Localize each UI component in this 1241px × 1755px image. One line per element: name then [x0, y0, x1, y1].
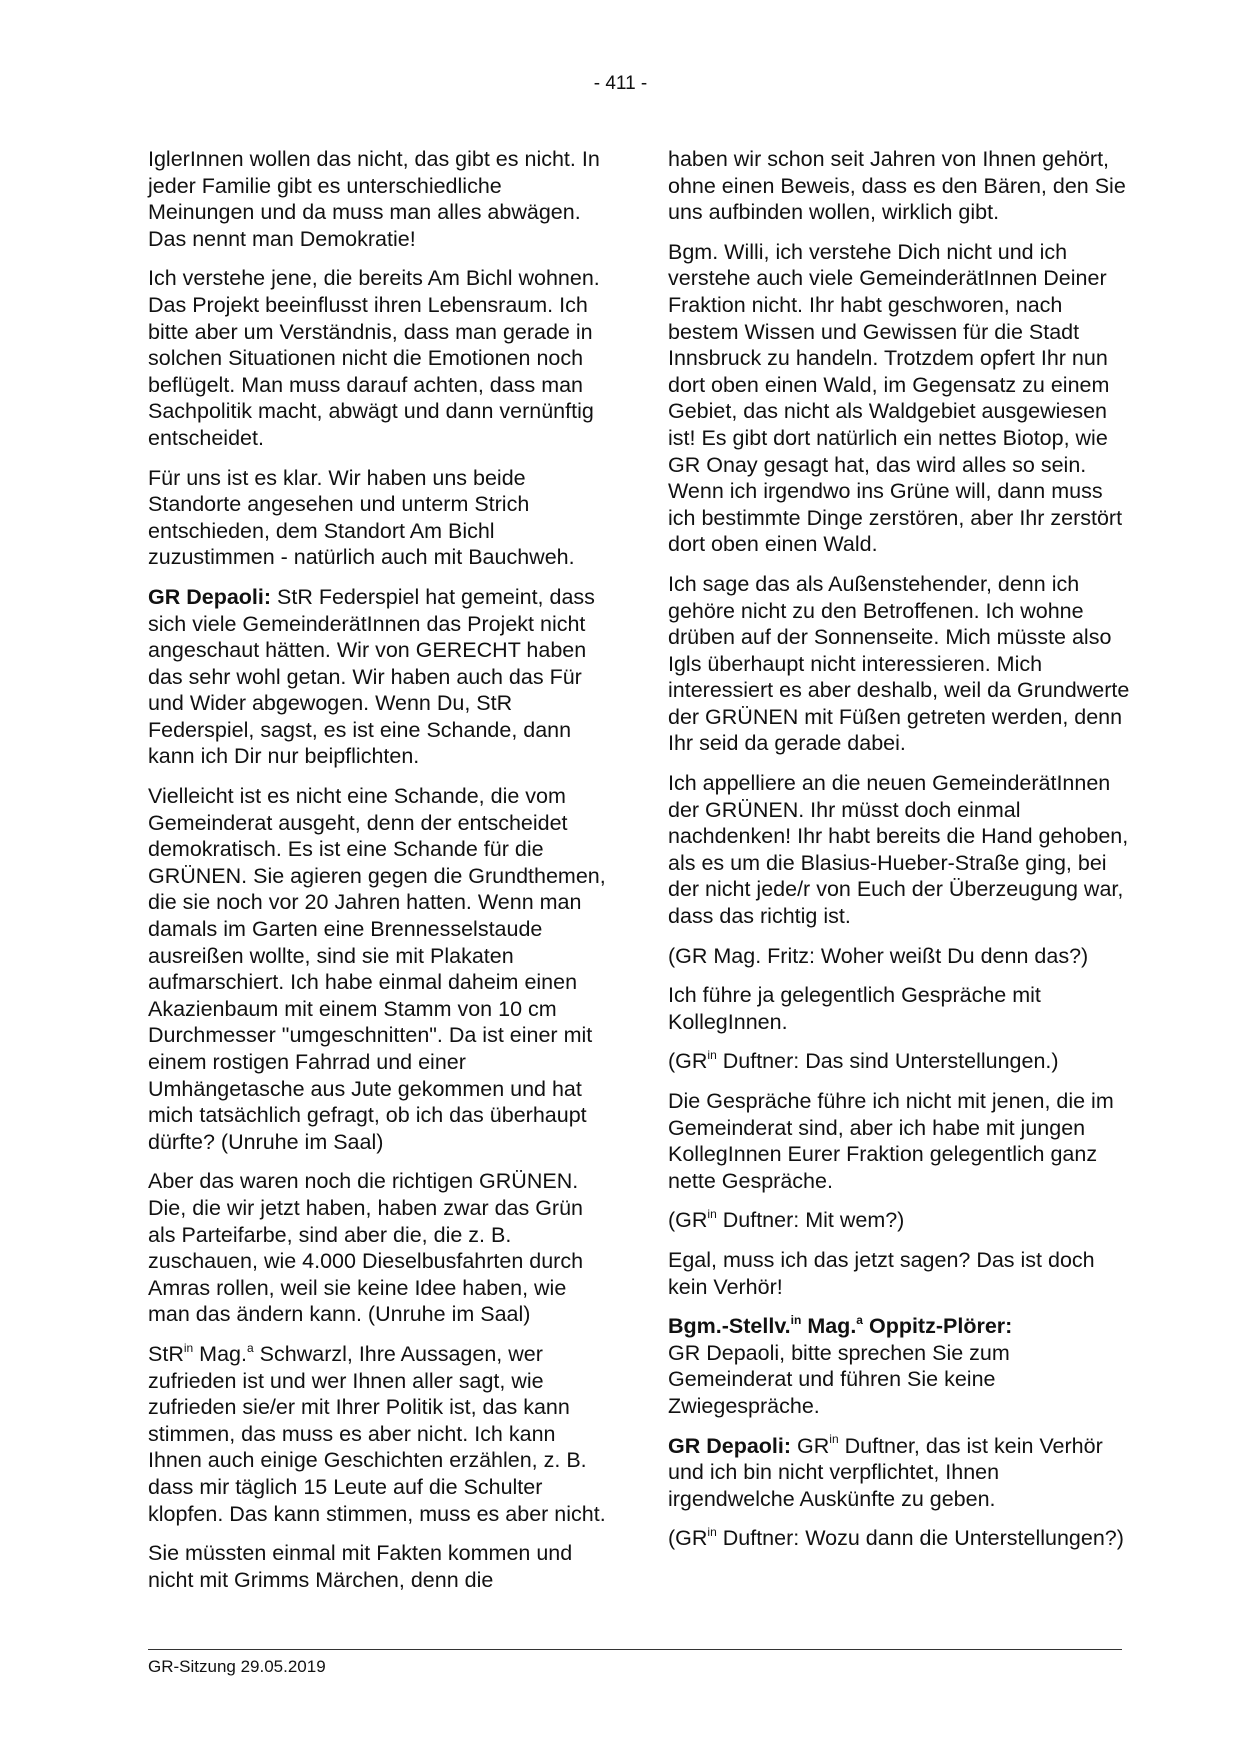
title-text: (GR — [668, 1049, 708, 1074]
speaker-paragraph — [668, 1313, 1130, 1419]
left-column — [148, 146, 610, 1606]
interjection — [668, 1525, 1130, 1552]
title-text: GR — [797, 1433, 830, 1458]
superscript: in — [707, 1048, 717, 1063]
title-text: (GR — [668, 1526, 708, 1551]
speaker-surname: Oppitz-Plörer: — [868, 1314, 1013, 1339]
paragraph-text: Duftner, das ist kein Verhör und ich bin nicht verpflichtet, Ihnen irgendwelche Auskünfte zu geben. — [668, 1433, 1103, 1511]
paragraph-text: StR Federspiel hat gemeint, dass sich viele GemeinderätInnen das Projekt nicht angeschaut hätten. Wir von GERECHT haben das sehr wohl getan. Wir haben auch das Für und Wider abgewogen. Wenn Du, StR Federspiel, sagst, es ist eine Schande, dann kann ich Dir nur beipflichten. — [148, 584, 595, 769]
paragraph: Vielleicht ist es nicht eine Schande, die vom Gemeinderat ausgeht, denn der entscheidet demokratisch. Es ist eine Schande für die GRÜNEN. Sie agieren gegen die Grundthemen, die sie noch vor 20 Jahren hatten. Wenn man damals im Garten eine Brennesselstaude ausreißen wollte, sind sie mit Plakaten aufmarschiert. Ich habe einmal daheim einen Akazienbaum mit einem Stamm von 10 cm Durchmesser "umgeschnitten". Da ist einer mit einem rostigen Fahrrad und einer Umhängetasche aus Jute gekommen und hat mich tatsächlich gefragt, ob ich das überhaupt dürfte? (Unruhe im Saal) — [148, 784, 606, 1154]
interjection: (GR Mag. Fritz: Woher weißt Du denn das?) — [668, 943, 1089, 968]
paragraph-text: GR Depaoli, bitte sprechen Sie zum Gemeinderat und führen Sie keine Zwiegespräche. — [668, 1340, 1010, 1418]
paragraph: Für uns ist es klar. Wir haben uns beide Standorte angesehen und unterm Strich entschieden, dem Standort Am Bichl zuzustimmen - natürlich auch mit Bauchweh. — [148, 465, 575, 570]
paragraph-text: Duftner: Wozu dann die Unterstellungen?) — [722, 1526, 1124, 1551]
paragraph: Sie müssten einmal mit Fakten kommen und nicht mit Grimms Märchen, denn die — [148, 1541, 573, 1592]
superscript: in — [707, 1207, 717, 1222]
speaker-name: GR Depaoli: — [668, 1433, 792, 1458]
speaker-name: GR Depaoli: — [148, 584, 272, 609]
paragraph: Egal, muss ich das jetzt sagen? Das ist doch kein Verhör! — [668, 1247, 1095, 1299]
interjection — [668, 1207, 1130, 1234]
footer-session-date: GR-Sitzung 29.05.2019 — [148, 1657, 326, 1676]
paragraph: Ich führe ja gelegentlich Gespräche mit KollegInnen. — [668, 983, 1041, 1034]
speaker-title: Bgm.-Stellv. — [668, 1314, 791, 1339]
paragraph: Ich sage das als Außenstehender, denn ich gehöre nicht zu den Betroffenen. Ich wohne drüben auf der Sonnenseite. Mich müsste also Igls überhaupt nicht interessieren. Mich interessiert es aber deshalb, weil da Grundwerte der GRÜNEN mit Füßen getreten werden, denn Ihr seid da gerade dabei. — [668, 571, 1130, 756]
interjection — [668, 1048, 1130, 1075]
superscript: in — [707, 1525, 717, 1540]
paragraph: Die Gespräche führe ich nicht mit jenen, die im Gemeinderat sind, aber ich habe mit jungen KollegInnen Eurer Fraktion gelegentlich ganz nette Gespräche. — [668, 1089, 1114, 1193]
paragraph: IglerInnen wollen das nicht, das gibt es nicht. In jeder Familie gibt es unterschiedliche Meinungen und da muss man alles abwägen. Das nennt man Demokratie! — [148, 147, 600, 251]
paragraph-text: Schwarzl, Ihre Aussagen, wer zufrieden ist und wer Ihnen aller sagt, wie zufrieden sie/er mit Ihrer Politik ist, das kann stimmen, das muss es aber nicht. Ich kann Ihnen auch einige Geschichten erzählen, z. B. dass mir täglich 15 Leute auf die Schulter klopfen. Das kann stimmen, muss es aber nicht. — [148, 1341, 606, 1526]
paragraph — [148, 1341, 610, 1527]
paragraph-text: Duftner: Mit wem?) — [722, 1208, 905, 1233]
superscript: in — [183, 1340, 194, 1355]
paragraph: Ich verstehe jene, die bereits Am Bichl wohnen. Das Projekt beeinflusst ihren Lebensraum. Ich bitte aber um Verständnis, dass man gerade in solchen Situationen nicht die Emotionen noch beflügelt. Man muss darauf achten, dass man Sachpolitik macht, abwägt und dann vernünftig entscheidet. — [148, 266, 600, 450]
paragraph: haben wir schon seit Jahren von Ihnen gehört, ohne einen Beweis, dass es den Bären, den Sie uns aufbinden wollen, wirklich gibt. — [668, 147, 1126, 225]
paragraph: Aber das waren noch die richtigen GRÜNEN. Die, die wir jetzt haben, haben zwar das Grün als Parteifarbe, sind aber die, die z. B. zuschauen, wie 4.000 Dieselbusfahrten durch Amras rollen, weil sie keine Idee haben, wie man das ändern kann. (Unruhe im Saal) — [148, 1169, 584, 1327]
superscript: in — [790, 1313, 802, 1327]
speaker-name — [668, 1314, 1012, 1338]
paragraph-text: Duftner: Das sind Unterstellungen.) — [722, 1049, 1059, 1074]
speaker-title: Mag. — [807, 1314, 857, 1339]
superscript: a — [246, 1340, 254, 1355]
paragraph: Bgm. Willi, ich verstehe Dich nicht und ich verstehe auch viele GemeinderätInnen Deiner Fraktion nicht. Ihr habt geschworen, nach bestem Wissen und Gewissen für die Stadt Innsbruck zu handeln. Trotzdem opfert Ihr nun dort oben einen Wald, im Gegensatz zu einem Gebiet, das nicht als Waldgebiet ausgewiesen ist! Es gibt dort natürlich ein nettes Biotop, wie GR Onay gesagt hat, das wird alles so sein. Wenn ich irgendwo ins Grüne will, dann muss ich bestimmte Dinge zerstören, aber Ihr zerstört dort oben einen Wald. — [668, 239, 1123, 557]
speaker-paragraph — [148, 584, 610, 770]
speaker-paragraph — [668, 1433, 1130, 1513]
title-text: StR — [148, 1341, 184, 1366]
right-column — [668, 146, 1130, 1565]
superscript: in — [829, 1432, 839, 1447]
title-text: Mag. — [199, 1341, 247, 1366]
superscript: a — [856, 1313, 863, 1327]
paragraph: Ich appelliere an die neuen GemeinderätInnen der GRÜNEN. Ihr müsst doch einmal nachdenken! Ihr habt bereits die Hand gehoben, als es um die Blasius-Hueber-Straße ging, bei der nicht jede/r von Euch der Überzeugung war, dass das richtig ist. — [668, 771, 1129, 929]
title-text: (GR — [668, 1208, 708, 1233]
page-number: - 411 - — [593, 73, 648, 94]
footer-divider — [148, 1649, 1122, 1650]
